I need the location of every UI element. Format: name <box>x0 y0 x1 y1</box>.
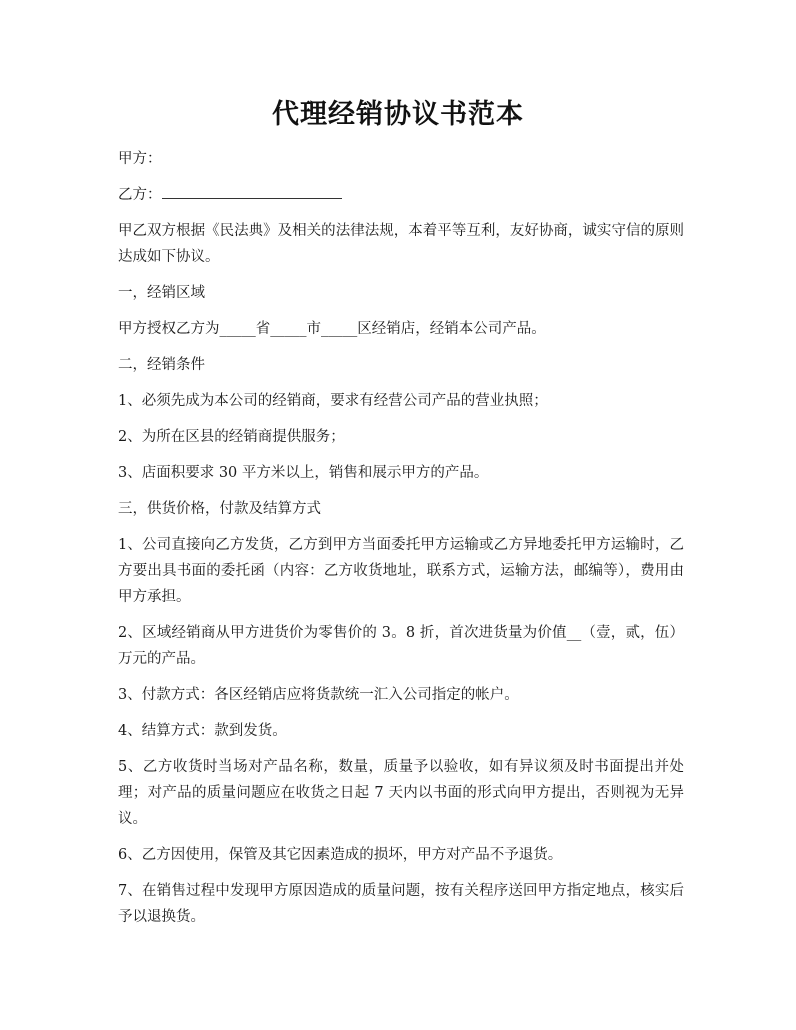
section3-item-2: 2、区域经销商从甲方进货价为零售价的 3。8 折，首次进货量为价值__（壹，贰，伍）万元的产品。 <box>118 625 684 667</box>
section1-text: 甲方授权乙方为_____省_____市_____区经销店，经销本公司产品。 <box>118 321 546 337</box>
intro-paragraph: 甲乙双方根据《民法典》及相关的法律法规，本着平等互利，友好协商，诚实守信的原则达成如下协议。 <box>118 223 684 265</box>
section3-heading: 三，供货价格，付款及结算方式 <box>118 501 321 517</box>
party-b-blank <box>162 184 342 199</box>
section3-item-3: 3、付款方式：各区经销店应将货款统一汇入公司指定的帐户。 <box>118 687 519 703</box>
party-a-line: 甲方： <box>118 151 162 167</box>
section1-heading: 一，经销区域 <box>118 285 205 301</box>
section2-heading: 二，经销条件 <box>118 357 205 373</box>
section2-item-2: 2、为所在区县的经销商提供服务； <box>118 429 345 445</box>
section3-item-6: 6、乙方因使用，保管及其它因素造成的损坏，甲方对产品不予退货。 <box>118 847 563 863</box>
document-body <box>118 146 684 940</box>
section3-item-1: 1、公司直接向乙方发货，乙方到甲方当面委托甲方运输或乙方异地委托甲方运输时，乙方要出具书面的委托函（内容：乙方收货地址，联系方式，运输方法，邮编等），费用由甲方承担。 <box>118 537 684 605</box>
document-title: 代理经销协议书范本 <box>272 99 524 130</box>
party-b-label: 乙方： <box>118 187 162 203</box>
section3-item-5: 5、乙方收货时当场对产品名称，数量，质量予以验收，如有异议须及时书面提出并处理；对产品的质量问题应在收货之日起 7 天内以书面的形式向甲方提出，否则视为无异议。 <box>118 759 684 827</box>
section3-item-4: 4、结算方式：款到发货。 <box>118 723 287 739</box>
party-b-line <box>118 182 684 208</box>
section2-item-3: 3、店面积要求 30 平方米以上，销售和展示甲方的产品。 <box>118 465 489 481</box>
section2-item-1: 1、必须先成为本公司的经销商，要求有经营公司产品的营业执照； <box>118 393 548 409</box>
section3-item-7: 7、在销售过程中发现甲方原因造成的质量问题，按有关程序送回甲方指定地点，核实后予以退换货。 <box>118 883 684 925</box>
